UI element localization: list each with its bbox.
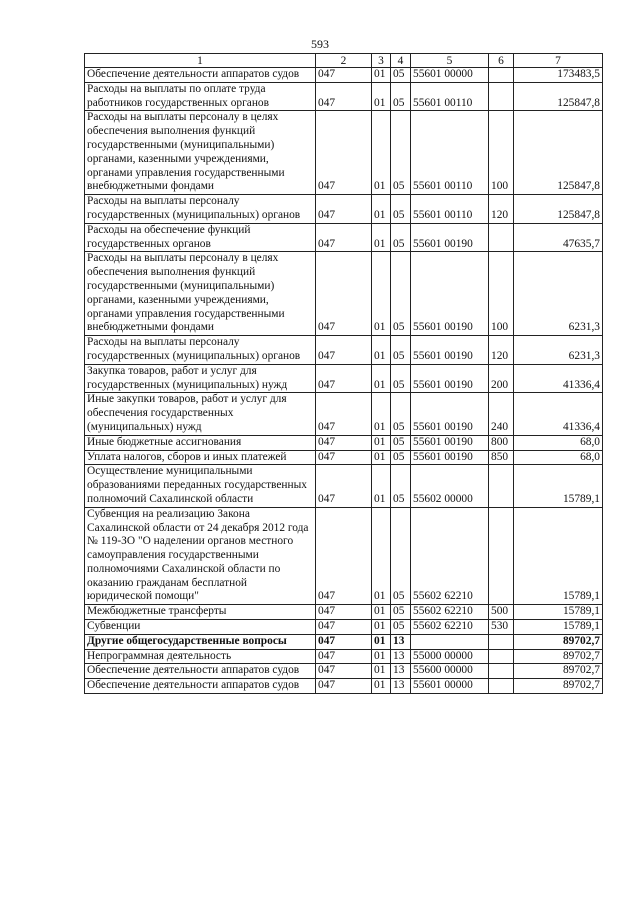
section-code-cell: 01 — [372, 435, 391, 450]
expense-type-cell: 100 — [489, 111, 514, 195]
ministry-code-cell: 047 — [316, 82, 372, 111]
section-code-cell: 01 — [372, 664, 391, 679]
ministry-code-cell: 047 — [316, 435, 372, 450]
table-row — [85, 664, 603, 679]
ministry-code-cell: 047 — [316, 465, 372, 507]
ministry-code-cell: 047 — [316, 223, 372, 252]
section-code-cell: 01 — [372, 679, 391, 694]
subsection-code-cell: 05 — [391, 195, 411, 224]
row-name-cell: Межбюджетные трансферты — [85, 605, 316, 620]
ministry-code-cell: 047 — [316, 605, 372, 620]
amount-cell: 89702,7 — [514, 664, 603, 679]
subsection-code-cell: 05 — [391, 223, 411, 252]
row-name-cell: Осуществление муниципальными образованиями переданных государственных полномочий Сахалинской области — [85, 465, 316, 507]
table-row — [85, 82, 603, 111]
table-row — [85, 450, 603, 465]
expense-type-cell: 530 — [489, 620, 514, 635]
table-row — [85, 195, 603, 224]
target-article-cell: 55601 00000 — [411, 679, 489, 694]
ministry-code-cell: 047 — [316, 195, 372, 224]
target-article-cell: 55601 00190 — [411, 393, 489, 435]
subsection-code-cell: 05 — [391, 111, 411, 195]
row-name-cell: Расходы на обеспечение функций государственных органов — [85, 223, 316, 252]
subsection-code-cell: 05 — [391, 450, 411, 465]
row-name-cell: Обеспечение деятельности аппаратов судов — [85, 679, 316, 694]
amount-cell: 6231,3 — [514, 252, 603, 336]
expense-type-cell — [489, 679, 514, 694]
row-name-cell: Уплата налогов, сборов и иных платежей — [85, 450, 316, 465]
target-article-cell: 55601 00190 — [411, 364, 489, 393]
expense-type-cell: 200 — [489, 364, 514, 393]
target-article-cell: 55602 62210 — [411, 620, 489, 635]
subsection-code-cell: 05 — [391, 82, 411, 111]
amount-cell: 6231,3 — [514, 336, 603, 365]
row-name-cell: Иные бюджетные ассигнования — [85, 435, 316, 450]
ministry-code-cell: 047 — [316, 450, 372, 465]
subsection-code-cell: 13 — [391, 679, 411, 694]
table-header-row — [85, 54, 603, 68]
expense-type-cell: 120 — [489, 195, 514, 224]
section-code-cell: 01 — [372, 393, 391, 435]
expense-type-cell: 100 — [489, 252, 514, 336]
target-article-cell: 55601 00110 — [411, 111, 489, 195]
subsection-code-cell: 05 — [391, 605, 411, 620]
amount-cell: 41336,4 — [514, 393, 603, 435]
column-header: 1 — [85, 54, 316, 68]
subsection-code-cell: 05 — [391, 68, 411, 83]
amount-cell: 15789,1 — [514, 507, 603, 605]
ministry-code-cell: 047 — [316, 679, 372, 694]
ministry-code-cell: 047 — [316, 393, 372, 435]
table-row — [85, 620, 603, 635]
table-row — [85, 605, 603, 620]
row-name-cell: Расходы на выплаты по оплате труда работников государственных органов — [85, 82, 316, 111]
column-header: 3 — [372, 54, 391, 68]
table-row — [85, 336, 603, 365]
subsection-code-cell: 13 — [391, 649, 411, 664]
target-article-cell — [411, 634, 489, 649]
column-header: 7 — [514, 54, 603, 68]
ministry-code-cell: 047 — [316, 620, 372, 635]
amount-cell: 89702,7 — [514, 679, 603, 694]
expense-type-cell — [489, 634, 514, 649]
table-row — [85, 435, 603, 450]
row-name-cell: Обеспечение деятельности аппаратов судов — [85, 68, 316, 83]
amount-cell: 68,0 — [514, 435, 603, 450]
table-row — [85, 111, 603, 195]
amount-cell: 125847,8 — [514, 111, 603, 195]
row-name-cell: Обеспечение деятельности аппаратов судов — [85, 664, 316, 679]
expense-type-cell — [489, 649, 514, 664]
subsection-code-cell: 13 — [391, 664, 411, 679]
target-article-cell: 55600 00000 — [411, 664, 489, 679]
section-code-cell: 01 — [372, 507, 391, 605]
amount-cell: 68,0 — [514, 450, 603, 465]
target-article-cell: 55601 00190 — [411, 450, 489, 465]
ministry-code-cell: 047 — [316, 336, 372, 365]
subsection-code-cell: 05 — [391, 620, 411, 635]
subsection-code-cell: 05 — [391, 465, 411, 507]
subsection-code-cell: 05 — [391, 336, 411, 365]
row-name-cell: Субвенция на реализацию Закона Сахалинской области от 24 декабря 2012 года № 119-ЗО "О наделении органов местного самоуправления государственными полномочиями Сахалинской области по оказанию гражданам бесплатной юридической помощи" — [85, 507, 316, 605]
target-article-cell: 55601 00110 — [411, 82, 489, 111]
section-code-cell: 01 — [372, 82, 391, 111]
row-name-cell: Закупка товаров, работ и услуг для государственных (муниципальных) нужд — [85, 364, 316, 393]
expense-type-cell — [489, 223, 514, 252]
row-name-cell: Расходы на выплаты персоналу государственных (муниципальных) органов — [85, 336, 316, 365]
section-code-cell: 01 — [372, 195, 391, 224]
table-row — [85, 465, 603, 507]
expense-type-cell — [489, 664, 514, 679]
expense-type-cell: 240 — [489, 393, 514, 435]
row-name-cell: Иные закупки товаров, работ и услуг для обеспечения государственных (муниципальных) нужд — [85, 393, 316, 435]
budget-table — [84, 53, 603, 694]
subsection-code-cell: 13 — [391, 634, 411, 649]
table-row — [85, 252, 603, 336]
amount-cell: 15789,1 — [514, 605, 603, 620]
ministry-code-cell: 047 — [316, 111, 372, 195]
table-row — [85, 68, 603, 83]
amount-cell: 15789,1 — [514, 465, 603, 507]
target-article-cell: 55601 00190 — [411, 252, 489, 336]
amount-cell: 125847,8 — [514, 195, 603, 224]
table-row — [85, 393, 603, 435]
expense-type-cell: 120 — [489, 336, 514, 365]
target-article-cell: 55601 00110 — [411, 195, 489, 224]
amount-cell: 125847,8 — [514, 82, 603, 111]
target-article-cell: 55602 00000 — [411, 465, 489, 507]
table-row — [85, 364, 603, 393]
section-code-cell: 01 — [372, 68, 391, 83]
target-article-cell: 55602 62210 — [411, 605, 489, 620]
table-row — [85, 649, 603, 664]
ministry-code-cell: 047 — [316, 364, 372, 393]
subsection-code-cell: 05 — [391, 393, 411, 435]
subsection-code-cell: 05 — [391, 507, 411, 605]
expense-type-cell: 800 — [489, 435, 514, 450]
ministry-code-cell: 047 — [316, 649, 372, 664]
table-row — [85, 634, 603, 649]
expense-type-cell: 850 — [489, 450, 514, 465]
ministry-code-cell: 047 — [316, 507, 372, 605]
table-row — [85, 223, 603, 252]
ministry-code-cell: 047 — [316, 664, 372, 679]
amount-cell: 15789,1 — [514, 620, 603, 635]
column-header: 4 — [391, 54, 411, 68]
section-code-cell: 01 — [372, 364, 391, 393]
column-header: 5 — [411, 54, 489, 68]
section-code-cell: 01 — [372, 465, 391, 507]
column-header: 6 — [489, 54, 514, 68]
expense-type-cell — [489, 507, 514, 605]
amount-cell: 89702,7 — [514, 649, 603, 664]
subsection-code-cell: 05 — [391, 435, 411, 450]
table-row — [85, 507, 603, 605]
row-name-cell: Расходы на выплаты персоналу в целях обеспечения выполнения функций государственными (муниципальными) органами, казенными учреждениями, органами управления государственными внебюджетными фондами — [85, 252, 316, 336]
row-name-cell: Расходы на выплаты персоналу государственных (муниципальных) органов — [85, 195, 316, 224]
ministry-code-cell: 047 — [316, 68, 372, 83]
section-code-cell: 01 — [372, 450, 391, 465]
section-code-cell: 01 — [372, 223, 391, 252]
expense-type-cell — [489, 465, 514, 507]
page-number: 593 — [311, 37, 329, 51]
target-article-cell: 55601 00190 — [411, 435, 489, 450]
subsection-code-cell: 05 — [391, 252, 411, 336]
subsection-code-cell: 05 — [391, 364, 411, 393]
expense-type-cell: 500 — [489, 605, 514, 620]
target-article-cell: 55000 00000 — [411, 649, 489, 664]
target-article-cell: 55601 00000 — [411, 68, 489, 83]
ministry-code-cell: 047 — [316, 252, 372, 336]
table-row — [85, 679, 603, 694]
row-name-cell: Расходы на выплаты персоналу в целях обеспечения выполнения функций государственными (муниципальными) органами, казенными учреждениями, органами управления государственными внебюджетными фондами — [85, 111, 316, 195]
target-article-cell: 55601 00190 — [411, 223, 489, 252]
row-name-cell: Субвенции — [85, 620, 316, 635]
amount-cell: 173483,5 — [514, 68, 603, 83]
target-article-cell: 55602 62210 — [411, 507, 489, 605]
column-header: 2 — [316, 54, 372, 68]
section-code-cell: 01 — [372, 620, 391, 635]
row-name-cell: Непрограммная деятельность — [85, 649, 316, 664]
section-code-cell: 01 — [372, 649, 391, 664]
section-code-cell: 01 — [372, 111, 391, 195]
expense-type-cell — [489, 68, 514, 83]
target-article-cell: 55601 00190 — [411, 336, 489, 365]
ministry-code-cell: 047 — [316, 634, 372, 649]
section-code-cell: 01 — [372, 252, 391, 336]
section-code-cell: 01 — [372, 605, 391, 620]
section-code-cell: 01 — [372, 634, 391, 649]
section-code-cell: 01 — [372, 336, 391, 365]
amount-cell: 41336,4 — [514, 364, 603, 393]
amount-cell: 89702,7 — [514, 634, 603, 649]
amount-cell: 47635,7 — [514, 223, 603, 252]
row-name-cell: Другие общегосударственные вопросы — [85, 634, 316, 649]
expense-type-cell — [489, 82, 514, 111]
